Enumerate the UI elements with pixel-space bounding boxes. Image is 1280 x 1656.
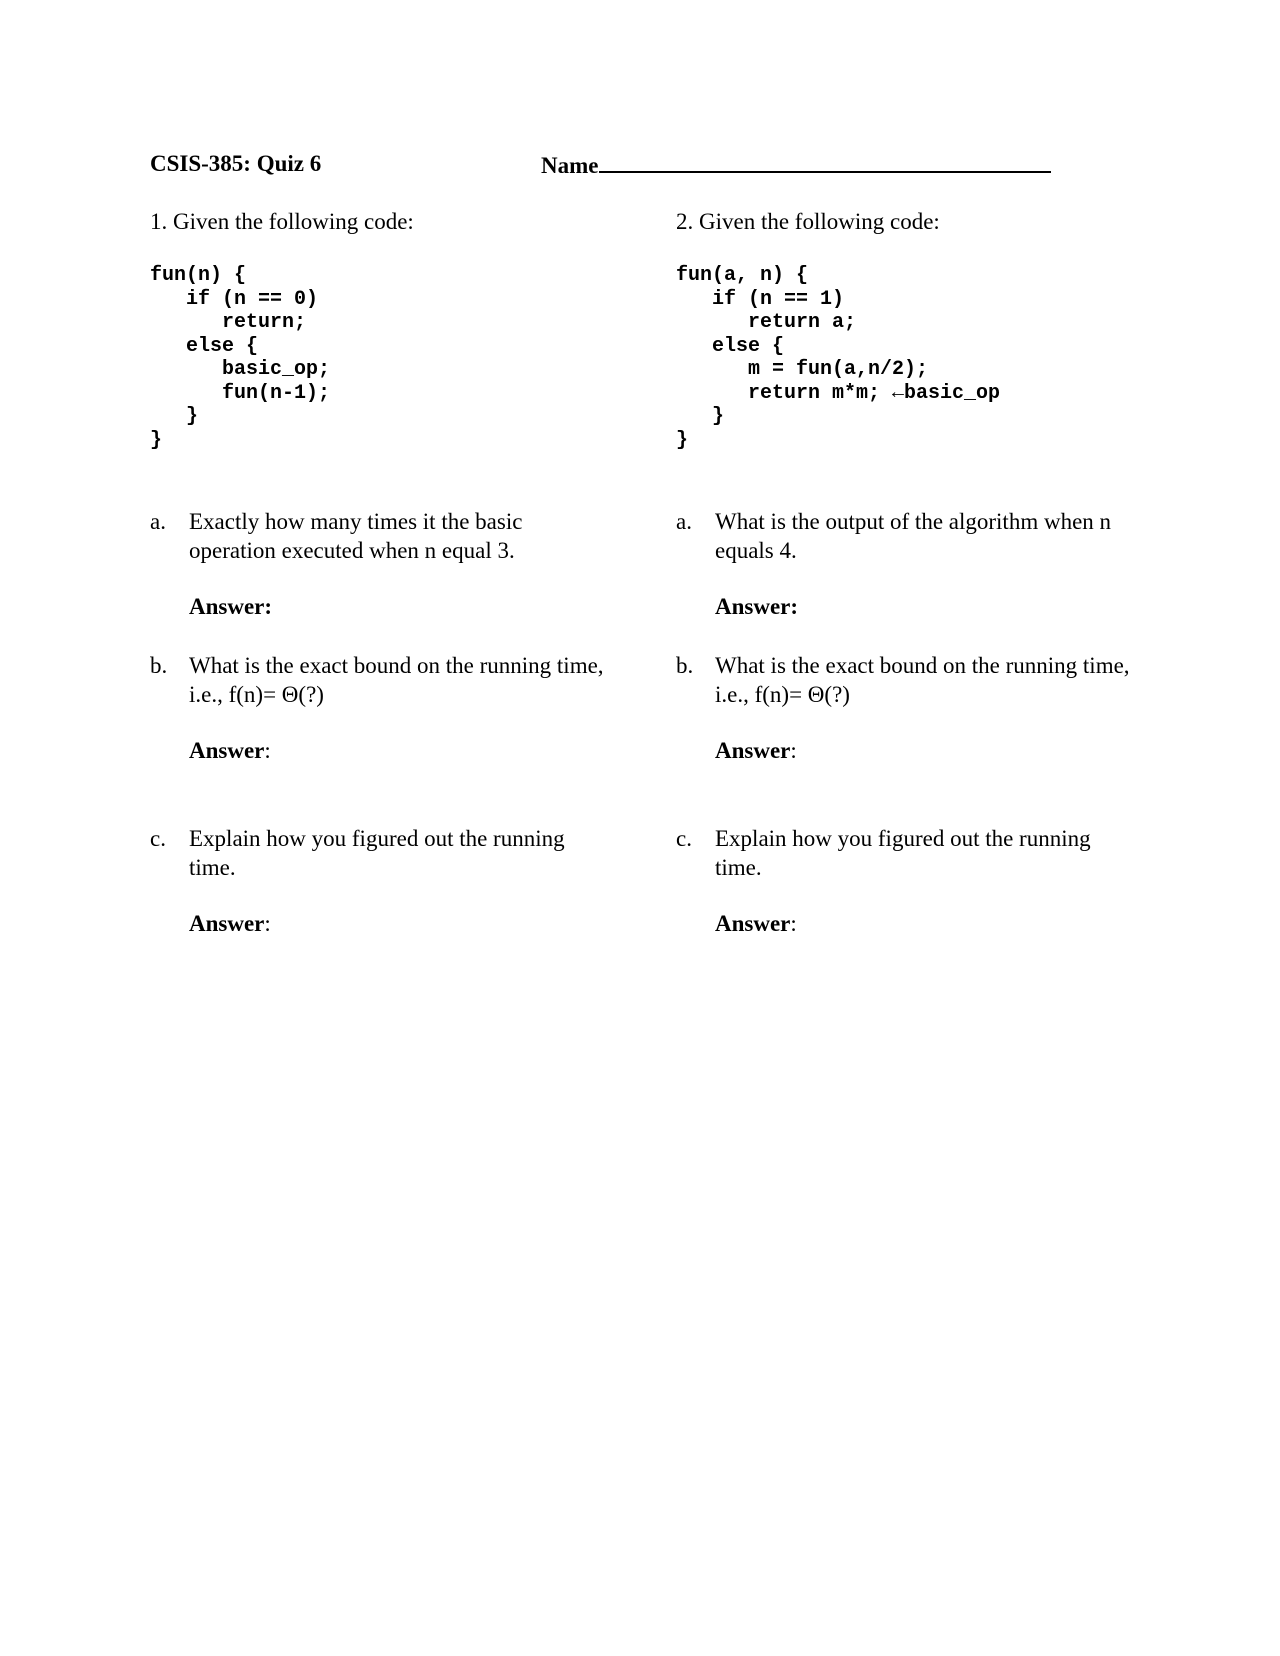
code-line: fun(n) { xyxy=(150,264,247,287)
answer-label: Answer xyxy=(715,594,791,619)
answer-label: Answer xyxy=(715,738,791,763)
item-text: Explain how you figured out the running time. xyxy=(189,826,565,880)
answer-colon: : xyxy=(790,738,797,763)
item-text: Exactly how many times it the basic operation executed when n equal 3. xyxy=(189,509,523,563)
item-text: What is the output of the algorithm when n equals 4. xyxy=(715,509,1112,563)
question-1b xyxy=(150,651,620,711)
answer-colon: : xyxy=(790,594,799,619)
question-2a xyxy=(676,507,1146,567)
code-line: } xyxy=(150,405,199,428)
code-line: return; xyxy=(150,311,307,334)
item-letter: c. xyxy=(676,826,692,851)
code-line: } xyxy=(150,428,163,452)
code-line: } xyxy=(676,428,689,452)
code-line: return m*m; ←basic_op xyxy=(676,381,1001,405)
answer-label: Answer xyxy=(189,911,265,936)
answer-2a xyxy=(715,594,798,620)
code-line: basic_op; xyxy=(150,358,331,381)
answer-colon: : xyxy=(790,911,797,936)
item-text: What is the exact bound on the running time, i.e., f(n)= Θ(?) xyxy=(715,653,1130,707)
code-line: fun(a, n) { xyxy=(676,264,809,287)
item-letter: c. xyxy=(150,826,166,851)
answer-colon: : xyxy=(264,738,271,763)
answer-colon: : xyxy=(264,594,273,619)
code-line: else { xyxy=(676,334,785,358)
item-text: What is the exact bound on the running time, i.e., f(n)= Θ(?) xyxy=(189,653,604,707)
answer-label: Answer xyxy=(189,594,265,619)
answer-2b xyxy=(715,738,797,764)
item-letter: b. xyxy=(676,653,694,678)
question-1-heading: 1. Given the following code: xyxy=(150,209,414,234)
question-1c xyxy=(150,824,620,884)
question-1a xyxy=(150,507,620,567)
answer-1c xyxy=(189,911,271,937)
code-line: if (n == 1) xyxy=(676,287,845,311)
question-2c xyxy=(676,824,1146,884)
item-letter: a. xyxy=(150,509,166,534)
code-line: return a; xyxy=(676,311,857,334)
code-line: else { xyxy=(150,334,259,358)
question-2-code-block xyxy=(676,264,1000,452)
code-line: fun(n-1); xyxy=(150,381,331,405)
name-field xyxy=(541,151,1051,179)
page-title: CSIS-385: Quiz 6 xyxy=(150,151,322,176)
answer-1b xyxy=(189,738,271,764)
answer-label: Answer xyxy=(189,738,265,763)
item-letter: b. xyxy=(150,653,168,678)
question-1-code-block xyxy=(150,264,330,452)
code-line: } xyxy=(676,405,725,428)
name-blank-line xyxy=(599,151,1051,173)
code-line: if (n == 0) xyxy=(150,287,319,311)
question-2-heading: 2. Given the following code: xyxy=(676,209,940,234)
item-text: Explain how you figured out the running time. xyxy=(715,826,1091,880)
answer-label: Answer xyxy=(715,911,791,936)
name-label: Name xyxy=(541,153,599,178)
answer-2c xyxy=(715,911,797,937)
item-letter: a. xyxy=(676,509,692,534)
answer-colon: : xyxy=(264,911,271,936)
answer-1a xyxy=(189,594,272,620)
code-line: m = fun(a,n/2); xyxy=(676,358,929,381)
question-2b xyxy=(676,651,1146,711)
